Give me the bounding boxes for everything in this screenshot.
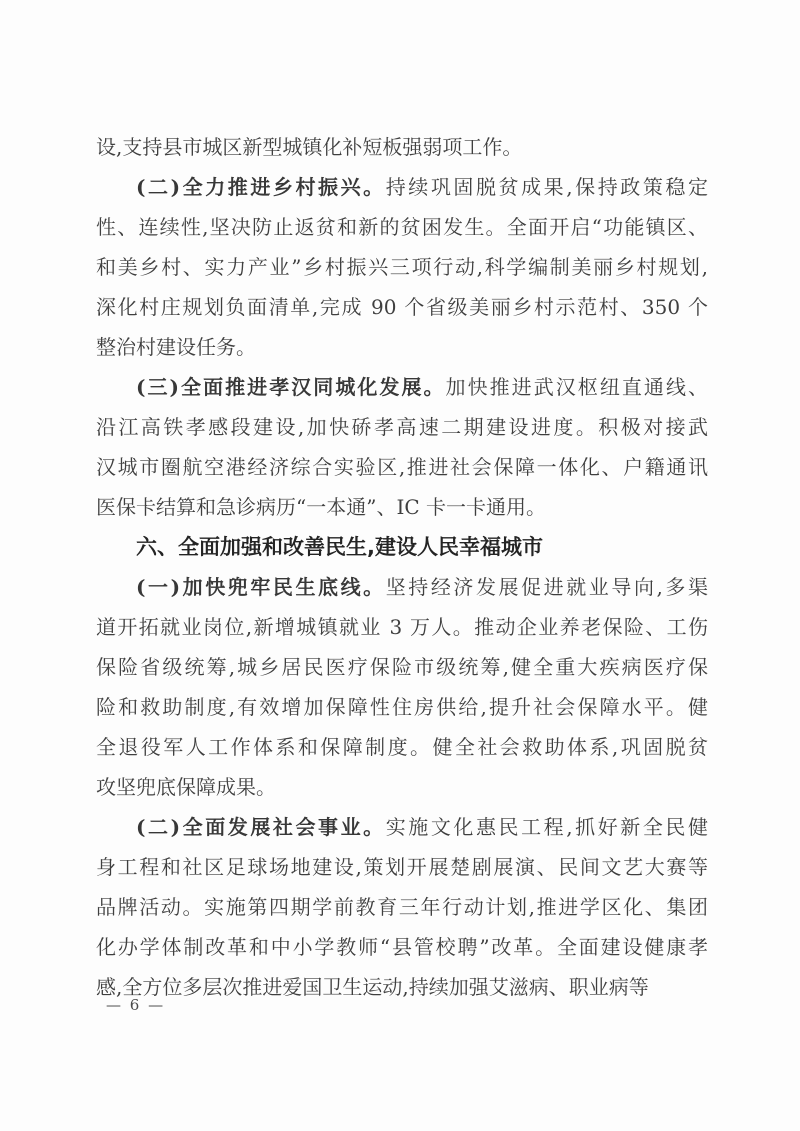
text-line: 攻坚兜底保障成果。: [96, 775, 276, 799]
paragraph: [96, 367, 708, 527]
paragraph: [96, 127, 708, 167]
text-line: 医保卡结算和急诊病历“一本通”、IC 卡一卡通用。: [96, 495, 547, 519]
text-line: 道开拓就业岗位,新增城镇就业 3 万人。推动企业养老保险、工伤: [96, 615, 708, 639]
text-line: 性、连续性,坚决防止返贫和新的贫困发生。全面开启“功能镇区、: [96, 215, 708, 239]
text-line: 身工程和社区足球场地建设,策划开展楚剧展演、民间文艺大赛等: [96, 855, 708, 879]
paragraph: [96, 167, 708, 367]
text-line: (一)加快兜牢民生底线。坚持经济发展促进就业导向,多渠: [136, 575, 708, 599]
heading-line: 六、全面加强和改善民生,建设人民幸福城市: [136, 535, 543, 559]
text-line: (三)全面推进孝汉同城化发展。加快推进武汉枢纽直通线、: [136, 375, 708, 399]
section-heading: [96, 527, 708, 567]
text-line: 汉城市圈航空港经济综合实验区,推进社会保障一体化、户籍通讯: [96, 455, 708, 479]
text-line: (二)全面发展社会事业。实施文化惠民工程,抓好新全民健: [136, 815, 708, 839]
paragraph-lead: (一)加快兜牢民生底线。: [136, 575, 386, 599]
page-number: — 6 —: [106, 996, 166, 1014]
text-line: 全退役军人工作体系和保障制度。健全社会救助体系,巩固脱贫: [96, 735, 708, 759]
text-line: 和美乡村、实力产业”乡村振兴三项行动,科学编制美丽乡村规划,: [96, 255, 708, 279]
text-line: 设,支持县市城区新型城镇化补短板强弱项工作。: [96, 135, 523, 159]
text-line: 整治村建设任务。: [96, 335, 256, 359]
text-line: 深化村庄规划负面清单,完成 90 个省级美丽乡村示范村、350 个: [96, 295, 708, 319]
paragraph: [96, 807, 708, 1007]
paragraph-lead: (三)全面推进孝汉同城化发展。: [136, 375, 446, 399]
document-body: [96, 127, 708, 1007]
text-line: 感,全方位多层次推进爱国卫生运动,持续加强艾滋病、职业病等: [96, 975, 649, 999]
text-line: (二)全力推进乡村振兴。持续巩固脱贫成果,保持政策稳定: [136, 175, 708, 199]
text-line: 险和救助制度,有效增加保障性住房供给,提升社会保障水平。健: [96, 695, 708, 719]
paragraph: [96, 567, 708, 807]
text-line: 沿江高铁孝感段建设,加快硚孝高速二期建设进度。积极对接武: [96, 415, 708, 439]
text-line: 保险省级统筹,城乡居民医疗保险市级统筹,健全重大疾病医疗保: [96, 655, 708, 679]
paragraph-lead: (二)全力推进乡村振兴。: [136, 175, 386, 199]
text-line: 品牌活动。实施第四期学前教育三年行动计划,推进学区化、集团: [96, 895, 708, 919]
paragraph-lead: (二)全面发展社会事业。: [136, 815, 386, 839]
text-line: 化办学体制改革和中小学教师“县管校聘”改革。全面建设健康孝: [96, 935, 708, 959]
